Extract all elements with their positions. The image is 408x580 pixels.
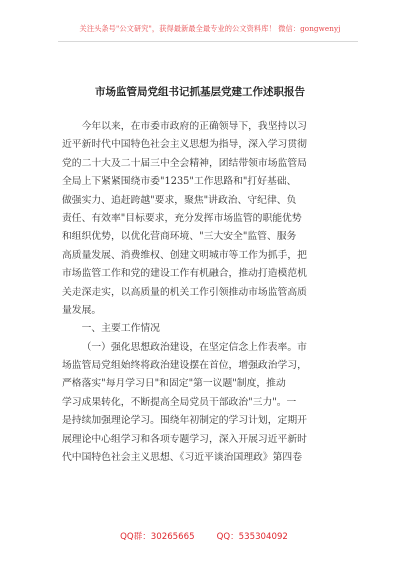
footer-qq-group: QQ群：30265665: [120, 532, 195, 542]
header-divider: [58, 41, 358, 42]
header-banner: 关注头条号"公文研究"，获得最新最全最专业的公文资料库！ 微信：gongwenyj: [79, 24, 341, 33]
footer-contact: [0, 530, 408, 542]
footer-qq: QQ：535304092: [216, 532, 288, 542]
body-line: 和组织优势，以优化营商环境、"三大安全"监管、服务: [62, 231, 297, 243]
body-line: 市场监管工作和党的建设工作有机融合，推动打造模范机: [62, 268, 307, 280]
body-line: 量发展。: [62, 304, 102, 316]
body-line: 高质量发展、消费维权、创建文明城市等工作为抓手，把: [62, 249, 307, 261]
body-line: 今年以来，在市委市政府的正确领导下，我坚持以习: [81, 121, 307, 132]
body-line: （一）强化思想政治建设，在坚定信念上作表率。市: [81, 341, 307, 353]
body-line: 关走深走实，以高质量的机关工作引领推动市场监管高质: [62, 286, 307, 298]
section-heading: 一、主要工作情况: [81, 323, 160, 335]
body-line: 做强实力、追赶跨越"要求，聚焦"讲政治、守纪律、负: [62, 194, 297, 206]
body-line: 是持续加强理论学习。围绕年初制定的学习计划，定期开: [62, 415, 307, 427]
body-line: 展理论中心组学习和各项专题学习，深入开展习近平新时: [62, 433, 307, 445]
document-body: [62, 118, 354, 467]
document-title: 市场监管局党组书记抓基层党建工作述职报告: [95, 86, 305, 98]
body-line: 全局上下紧紧围绕市委"1235"工作思路和"打好基础、: [62, 176, 297, 188]
body-line: 近平新时代中国特色社会主义思想为指导，深入学习贯彻: [62, 139, 307, 151]
body-line: 党的二十大及二十届三中全会精神，团结带领市场监管局: [62, 157, 307, 169]
body-line: 责任、有效率"目标要求，充分发挥市场监管的职能优势: [62, 212, 302, 224]
body-line: 严格落实"每月学习日"和固定"第一议题"制度，推动: [62, 378, 286, 390]
body-line: 代中国特色社会主义思想、《习近平谈治国理政》第四卷: [62, 452, 303, 464]
body-line: 场监管局党组始终将政治建设摆在首位，增强政治学习，: [62, 360, 307, 372]
body-line: 学习成果转化，不断提高全局党员干部政治"三力"。一: [62, 396, 297, 408]
